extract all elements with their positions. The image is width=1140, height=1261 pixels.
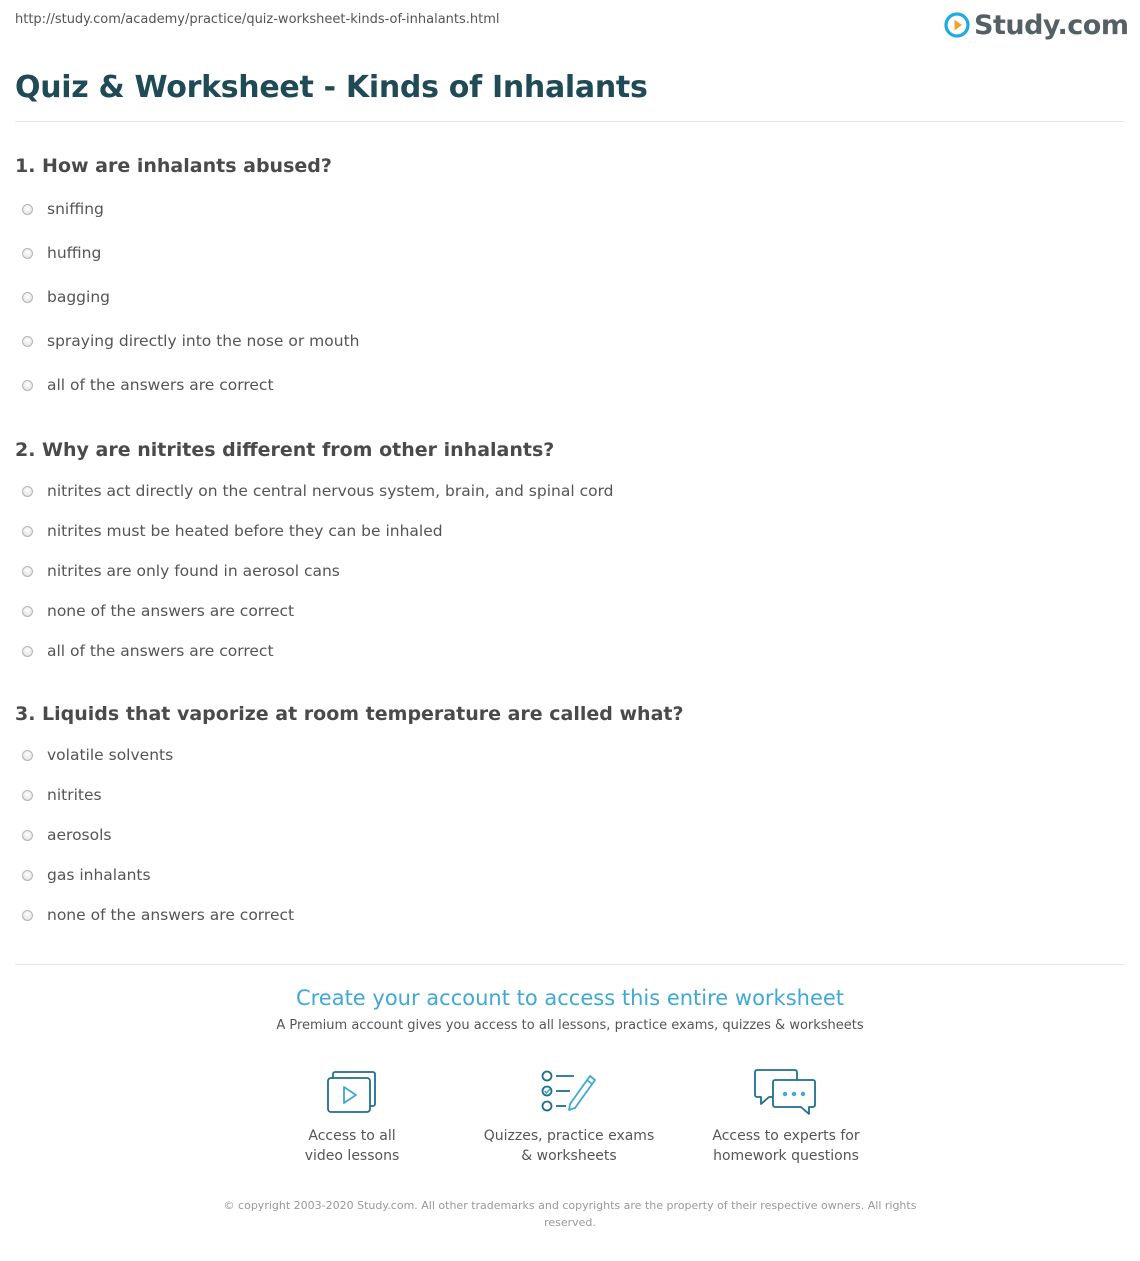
option-label: none of the answers are correct: [47, 602, 295, 620]
radio-button[interactable]: [22, 526, 33, 537]
question-3-title: 3. Liquids that vaporize at room temperature are called what?: [15, 703, 684, 725]
feature-label: Access to all video lessons: [304, 1128, 400, 1164]
chat-bubbles-icon: [753, 1067, 819, 1121]
question-3-option[interactable]: [22, 866, 151, 884]
radio-button[interactable]: [22, 646, 33, 657]
radio-button[interactable]: [22, 790, 33, 801]
question-3-option[interactable]: [22, 826, 112, 844]
option-label: all of the answers are correct: [47, 642, 274, 660]
option-label: nitrites act directly on the central nervous system, brain, and spinal cord: [47, 482, 614, 500]
play-circle-icon: [944, 12, 970, 38]
radio-button[interactable]: [22, 380, 33, 391]
question-2-title: 2. Why are nitrites different from other inhalants?: [15, 439, 555, 461]
question-1-title: 1. How are inhalants abused?: [15, 155, 332, 177]
page-url: http://study.com/academy/practice/quiz-worksheet-kinds-of-inhalants.html: [15, 12, 500, 27]
question-2-option[interactable]: [22, 642, 274, 660]
radio-button[interactable]: [22, 486, 33, 497]
copyright-text: © copyright 2003-2020 Study.com. All other trademarks and copyrights are the property of their respective owners. All rights reserved.: [223, 1199, 917, 1229]
feature-label: Quizzes, practice exams & worksheets: [483, 1128, 655, 1164]
option-label: spraying directly into the nose or mouth: [47, 332, 360, 350]
option-label: nitrites must be heated before they can be inhaled: [47, 522, 443, 540]
question-3-option[interactable]: [22, 906, 294, 924]
option-label: gas inhalants: [47, 866, 151, 884]
question-1-option[interactable]: [22, 332, 360, 350]
question-2-option[interactable]: [22, 522, 443, 540]
option-label: bagging: [47, 288, 110, 306]
page-title: Quiz & Worksheet - Kinds of Inhalants: [15, 70, 648, 105]
question-3-option[interactable]: [22, 746, 173, 764]
feature-experts: [686, 1070, 886, 1166]
cta-subtitle: A Premium account gives you access to all lessons, practice exams, quizzes & worksheets: [276, 1018, 864, 1033]
feature-quizzes: [469, 1070, 669, 1166]
quiz-checklist-icon: [540, 1070, 598, 1118]
radio-button[interactable]: [22, 292, 33, 303]
question-2-option[interactable]: [22, 482, 614, 500]
radio-button[interactable]: [22, 566, 33, 577]
feature-label: Access to experts for homework questions: [712, 1128, 860, 1164]
option-label: aerosols: [47, 826, 112, 844]
question-1-option[interactable]: [22, 288, 110, 306]
option-label: all of the answers are correct: [47, 376, 274, 394]
study-logo[interactable]: [944, 8, 1128, 42]
option-label: huffing: [47, 244, 102, 262]
logo-text: Study.com: [974, 9, 1129, 41]
create-account-link[interactable]: Create your account to access this entire worksheet: [295, 986, 845, 1010]
question-1-option[interactable]: [22, 244, 101, 262]
question-1-option[interactable]: [22, 200, 104, 218]
question-3-option[interactable]: [22, 786, 102, 804]
option-label: nitrites are only found in aerosol cans: [47, 562, 340, 580]
radio-button[interactable]: [22, 606, 33, 617]
radio-button[interactable]: [22, 830, 33, 841]
feature-video-lessons: [252, 1070, 452, 1166]
radio-button[interactable]: [22, 870, 33, 881]
option-label: none of the answers are correct: [47, 906, 295, 924]
question-1-option[interactable]: [22, 376, 274, 394]
option-label: nitrites: [47, 786, 102, 804]
radio-button[interactable]: [22, 248, 33, 259]
question-2-option[interactable]: [22, 562, 340, 580]
radio-button[interactable]: [22, 750, 33, 761]
radio-button[interactable]: [22, 910, 33, 921]
question-2-option[interactable]: [22, 602, 294, 620]
radio-button[interactable]: [22, 204, 33, 215]
option-label: volatile solvents: [47, 746, 174, 764]
cta-divider: [15, 964, 1125, 965]
option-label: sniffing: [47, 200, 104, 218]
title-divider: [15, 121, 1125, 122]
video-lessons-icon: [326, 1070, 378, 1118]
radio-button[interactable]: [22, 336, 33, 347]
